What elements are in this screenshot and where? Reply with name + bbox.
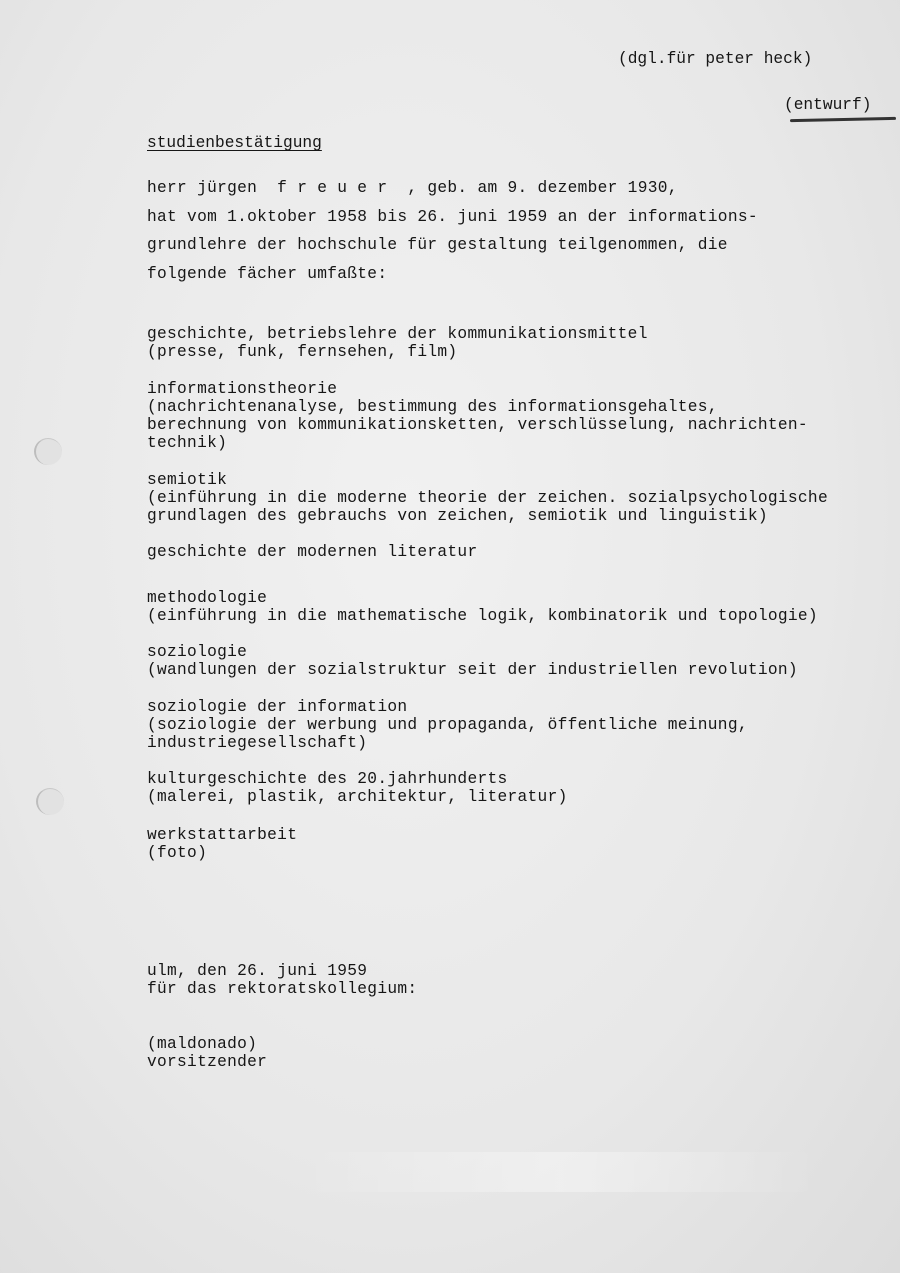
- signatory-role: vorsitzender: [147, 1053, 268, 1071]
- subject-detail: industriegesellschaft): [147, 734, 368, 752]
- embossed-mark: [300, 1152, 820, 1192]
- subject-name: methodologie: [147, 589, 268, 607]
- subject-name: kulturgeschichte des 20.jahrhunderts: [147, 770, 508, 788]
- place-date: ulm, den 26. juni 1959: [147, 962, 368, 980]
- subject-detail: technik): [147, 434, 228, 452]
- subject-name: geschichte der modernen literatur: [147, 543, 478, 561]
- signatory-name: (maldonado): [147, 1035, 258, 1053]
- subject-detail: (soziologie der werbung und propaganda, öffentliche meinung,: [147, 716, 748, 734]
- subject-item: [147, 826, 297, 862]
- subject-detail: (nachrichtenanalyse, bestimmung des informationsgehaltes,: [147, 398, 718, 416]
- subject-item: [147, 543, 477, 561]
- subject-name: soziologie: [147, 643, 248, 661]
- subject-item: [147, 643, 798, 679]
- subject-item: [147, 770, 568, 806]
- subject-detail: (einführung in die mathematische logik, kombinatorik und topologie): [147, 607, 818, 625]
- subject-detail: (foto): [147, 844, 208, 862]
- subject-name: informationstheorie: [147, 380, 338, 398]
- subject-detail: berechnung von kommunikationsketten, verschlüsselung, nachrichten-: [147, 416, 808, 434]
- subject-detail: (einführung in die moderne theorie der zeichen. sozialpsychologische: [147, 489, 828, 507]
- subject-name: semiotik: [147, 471, 228, 489]
- subject-detail: (wandlungen der sozialstruktur seit der industriellen revolution): [147, 661, 798, 679]
- subject-item: [147, 698, 748, 752]
- intro-line: grundlehre der hochschule für gestaltung teilgenommen, die: [147, 236, 728, 254]
- on-behalf: für das rektoratskollegium:: [147, 980, 418, 998]
- subject-item: [147, 589, 818, 625]
- subject-item: [147, 471, 828, 525]
- intro-line: folgende fächer umfaßte:: [147, 265, 388, 283]
- subject-item: [147, 325, 648, 361]
- subject-name: soziologie der information: [147, 698, 408, 716]
- subject-item: [147, 380, 808, 452]
- punch-hole-bottom: [36, 788, 64, 815]
- subject-detail: grundlagen des gebrauchs von zeichen, semiotik und linguistik): [147, 507, 768, 525]
- draft-underline: [790, 117, 896, 122]
- closing-place-date: [147, 962, 417, 998]
- subject-name: geschichte, betriebslehre der kommunikationsmittel: [147, 325, 648, 343]
- document-title: studienbestätigung: [147, 134, 322, 152]
- subject-name: werkstattarbeit: [147, 826, 298, 844]
- subject-detail: (malerei, plastik, architektur, literatur): [147, 788, 568, 806]
- intro-line: herr jürgen f r e u e r , geb. am 9. dezember 1930,: [147, 179, 678, 197]
- draft-label: (entwurf): [784, 96, 872, 114]
- punch-hole-top: [34, 438, 62, 465]
- signature-block: [147, 1035, 267, 1071]
- intro-line: hat vom 1.oktober 1958 bis 26. juni 1959 an der informations-: [147, 208, 758, 226]
- header-note: (dgl.für peter heck): [618, 50, 813, 68]
- subject-detail: (presse, funk, fernsehen, film): [147, 343, 458, 361]
